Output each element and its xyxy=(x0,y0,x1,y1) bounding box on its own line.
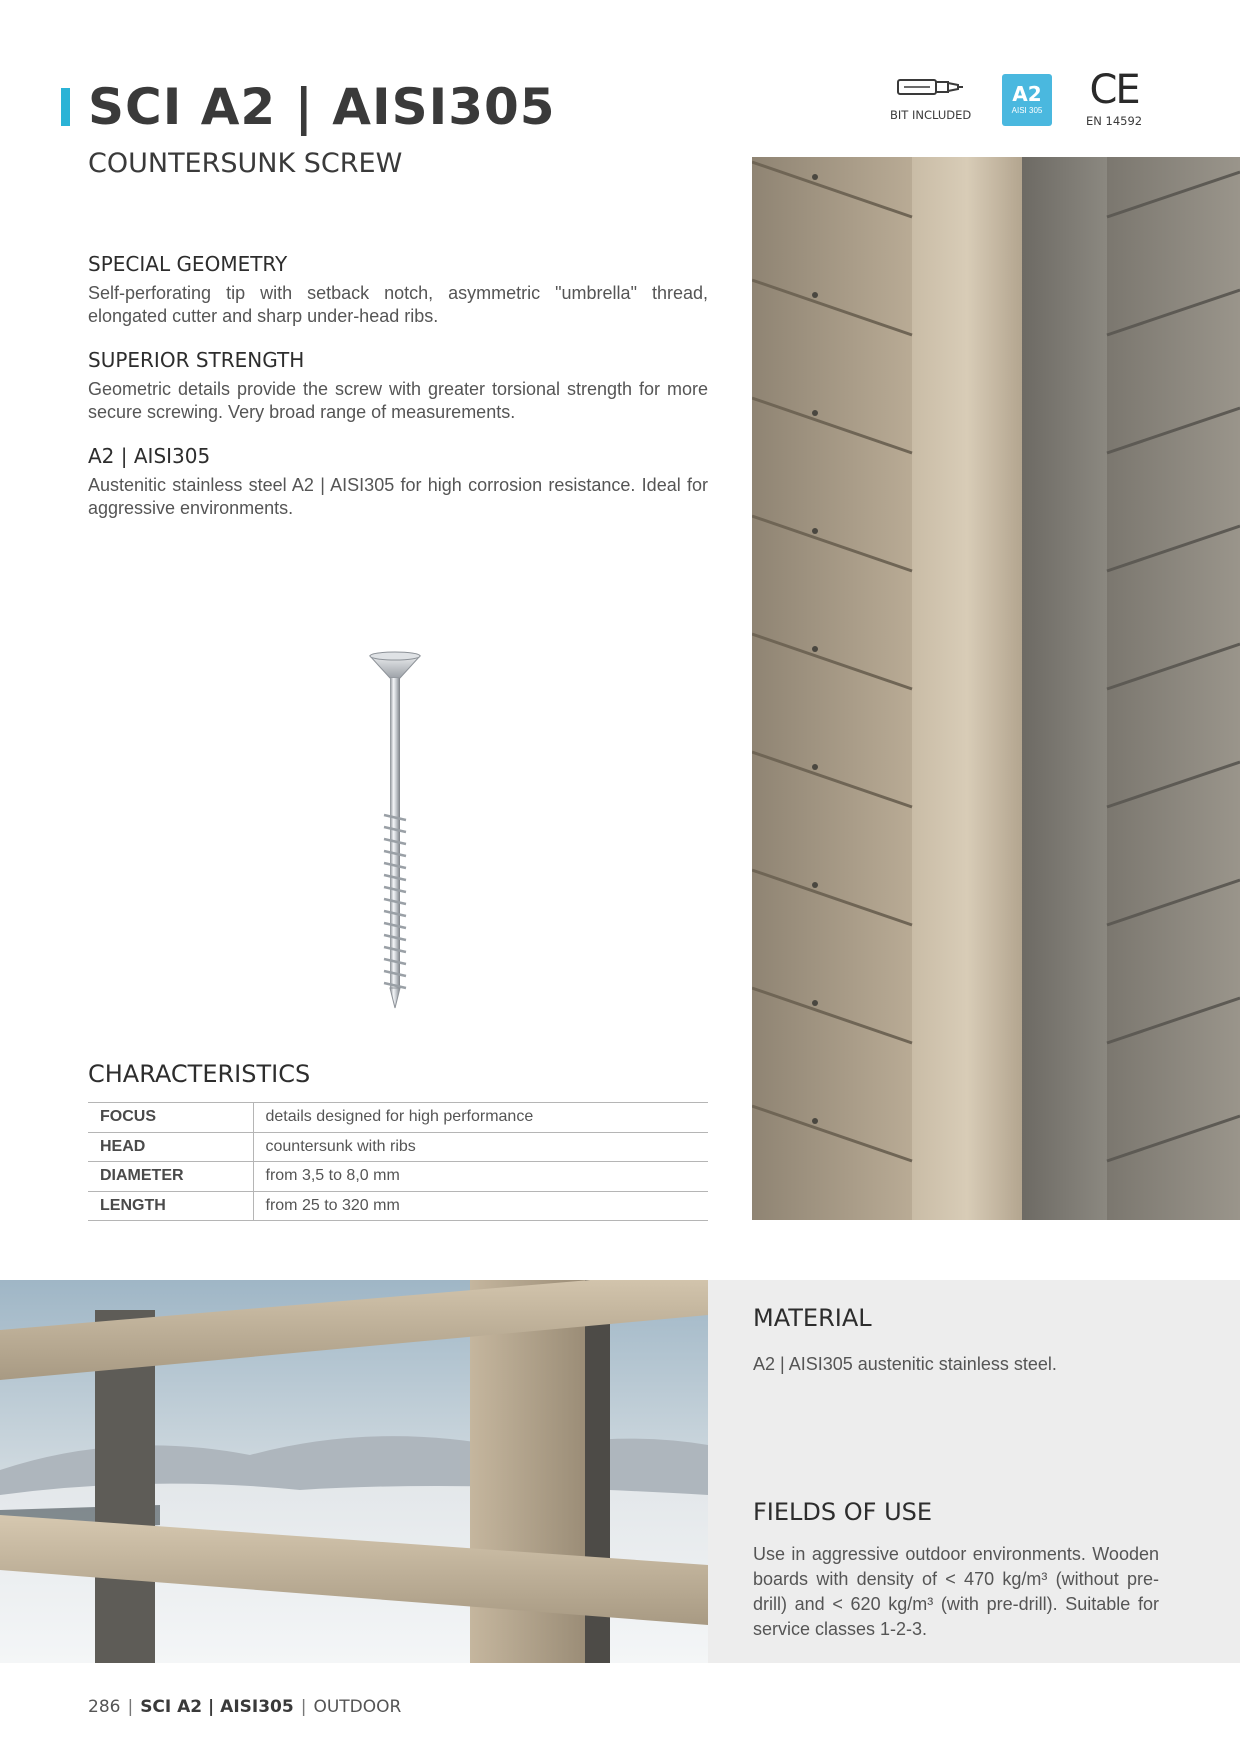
page-number: 286 xyxy=(88,1697,121,1717)
ce-mark-icon: CE xyxy=(1089,67,1139,113)
wood-facade-photo xyxy=(752,157,1240,1220)
fields-of-use-body: Use in aggressive outdoor environments. Wooden boards with density of < 470 kg/m³ (without pre-drill) and < 620 kg/m³ (with pre-drill). Suitable for service classes 1-2-3. xyxy=(753,1544,1159,1639)
page-title: SCI A2 | AISI305 xyxy=(88,78,556,136)
feature-body: Austenitic stainless steel A2 | AISI305 for high corrosion resistance. Ideal for aggressive environments. xyxy=(88,475,708,518)
table-row xyxy=(88,1103,708,1133)
feature-heading: A2 | AISI305 xyxy=(88,444,211,468)
characteristics-table xyxy=(88,1102,708,1221)
fields-of-use-heading: FIELDS OF USE xyxy=(753,1498,933,1526)
characteristics-title: CHARACTERISTICS xyxy=(88,1060,311,1088)
feature-heading: SUPERIOR STRENGTH xyxy=(88,348,305,372)
characteristic-key: LENGTH xyxy=(88,1191,253,1221)
info-panel xyxy=(708,1280,1240,1663)
title-accent-bar xyxy=(61,88,70,126)
screw-head xyxy=(812,1118,818,1124)
page-subtitle: COUNTERSUNK SCREW xyxy=(88,148,403,179)
feature-superior-strength xyxy=(88,348,708,424)
screw-head xyxy=(812,764,818,770)
footer-separator: | xyxy=(127,1697,134,1717)
characteristic-key: FOCUS xyxy=(88,1103,253,1133)
characteristic-value: countersunk with ribs xyxy=(253,1132,708,1162)
screw-thread xyxy=(384,815,406,988)
material-body: A2 | AISI305 austenitic stainless steel. xyxy=(753,1354,1057,1374)
screw-head xyxy=(812,646,818,652)
bit-included-label: BIT INCLUDED xyxy=(890,108,972,122)
page-footer xyxy=(88,1697,401,1717)
screw-head xyxy=(812,174,818,180)
material-heading: MATERIAL xyxy=(753,1304,872,1332)
a2-main-text: A2 xyxy=(1012,82,1042,106)
material-badge xyxy=(1002,74,1052,126)
feature-a2-aisi305 xyxy=(88,444,708,520)
ce-standard-label: EN 14592 xyxy=(1086,114,1143,128)
fence-landscape-photo xyxy=(0,1280,708,1663)
feature-body: Self-perforating tip with setback notch, asymmetric "umbrella" thread, elongated cutter and sharp under-head ribs. xyxy=(88,283,708,326)
bit-included-badge xyxy=(890,72,971,122)
feature-heading: SPECIAL GEOMETRY xyxy=(88,252,288,276)
screw-head xyxy=(812,410,818,416)
footer-separator: | xyxy=(300,1697,307,1717)
footer-category: OUTDOOR xyxy=(313,1697,402,1717)
characteristic-key: DIAMETER xyxy=(88,1162,253,1192)
characteristic-key: HEAD xyxy=(88,1132,253,1162)
a2-material-icon xyxy=(1002,74,1052,126)
screw-head xyxy=(812,292,818,298)
feature-special-geometry xyxy=(88,252,708,328)
feature-body: Geometric details provide the screw with greater torsional strength for more secure screwing. Very broad range of measurements. xyxy=(88,379,708,422)
screw-head xyxy=(812,528,818,534)
characteristic-value: from 25 to 320 mm xyxy=(253,1191,708,1221)
screw-head xyxy=(812,1000,818,1006)
ce-badge xyxy=(1086,68,1142,128)
table-row xyxy=(88,1191,708,1221)
table-row xyxy=(88,1162,708,1192)
table-row xyxy=(88,1132,708,1162)
screw-product-image xyxy=(360,640,430,1015)
screwdriver-bit-icon xyxy=(896,72,966,102)
footer-product: SCI A2 | AISI305 xyxy=(140,1697,294,1717)
characteristic-value: details designed for high performance xyxy=(253,1103,708,1133)
screw-head xyxy=(812,882,818,888)
a2-sub-text: AISI 305 xyxy=(1011,106,1043,115)
characteristic-value: from 3,5 to 8,0 mm xyxy=(253,1162,708,1192)
